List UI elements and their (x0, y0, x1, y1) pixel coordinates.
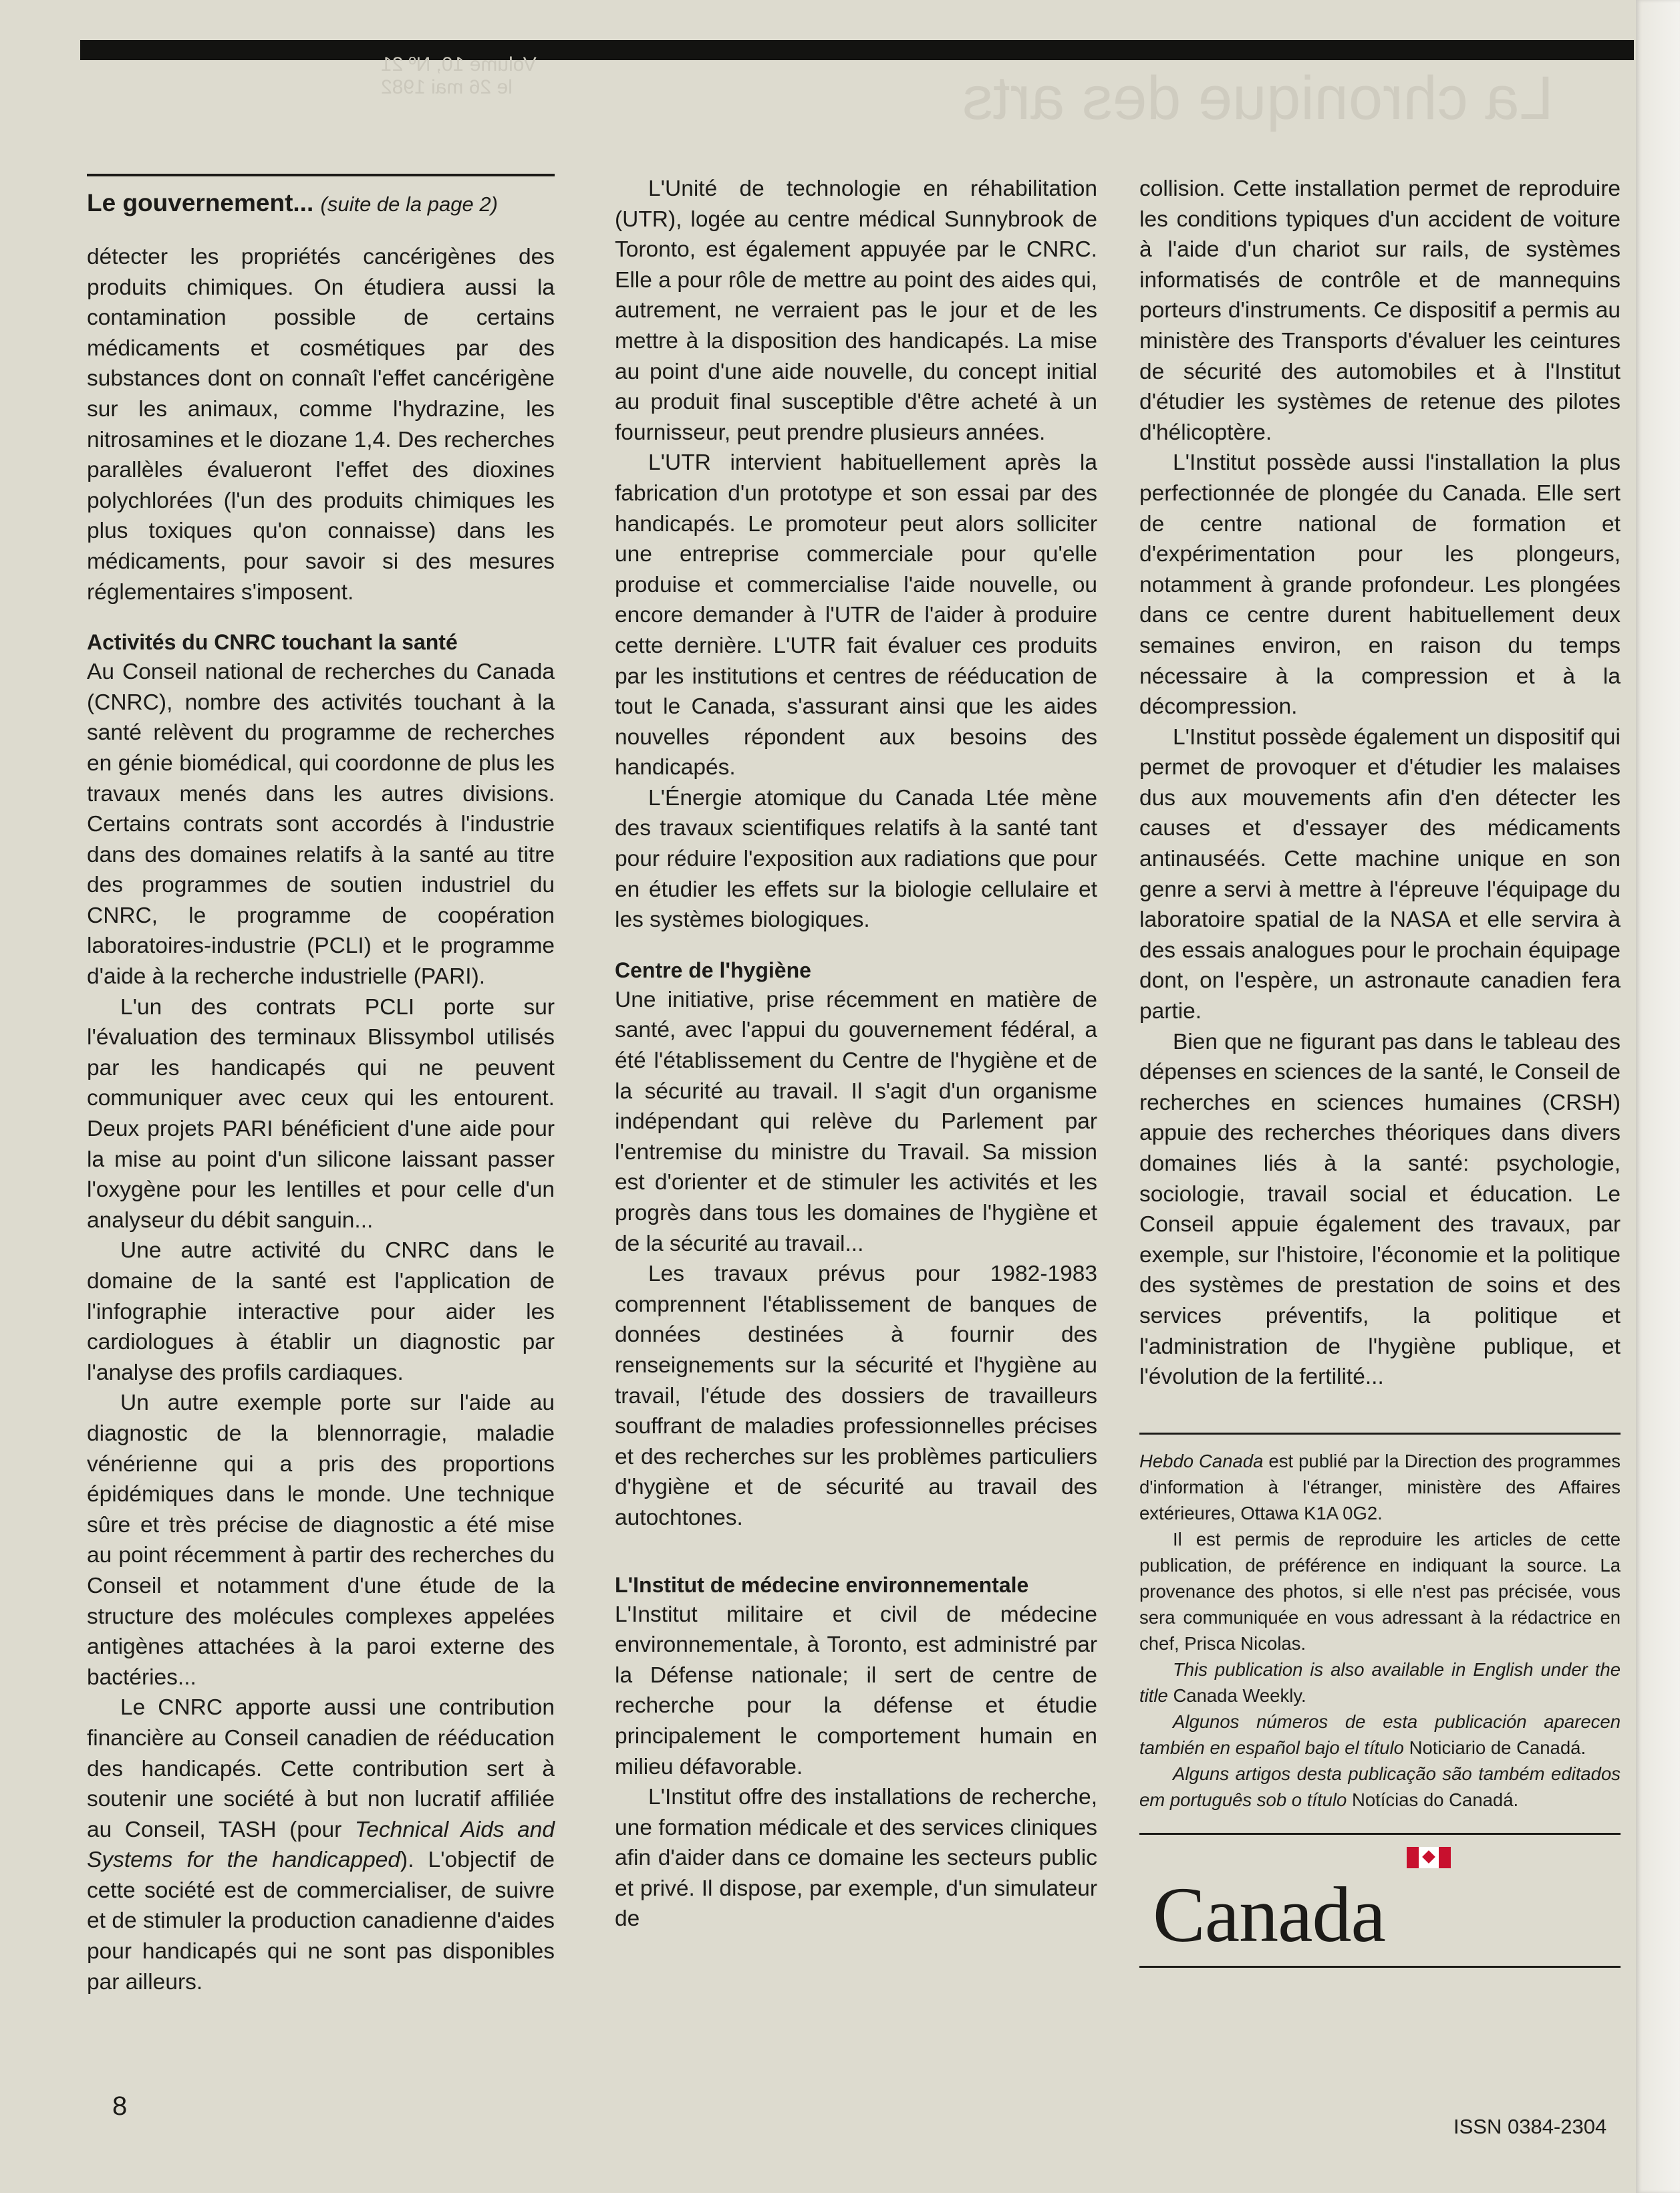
paragraph: détecter les propriétés cancérigènes des produits chimiques. On étudiera aussi la contamination possible de certains médicaments et cosmétiques par des substances dont on connaît l'effet cancérigène sur les animaux, comme l'hydrazine, les nitrosamines et le diozane 1,4. Des recherches parallèles évalueront l'effet des dioxines polychlorées (l'un des produits chimiques les plus toxiques qu'on connaisse) dans les médicaments, pour savoir si des mesures réglementaires s'imposent. (87, 245, 555, 605)
text-run: Canada Weekly. (1173, 1685, 1306, 1706)
wordmark-rule (1139, 1966, 1621, 1968)
paragraph: collision. Cette installation permet de reproduire les conditions typiques d'un accident de voiture à l'aide d'un chariot sur rails, de systèmes informatisés de contrôle et de mannequins porteurs d'instruments. Ce dispositif a permis au ministère des Transports d'évaluer les ceintures de sécurité des automobiles et à l'Institut d'étudier les systèmes de retenue des pilotes d'hélicoptère. (1139, 176, 1621, 445)
top-rule-bar (80, 40, 1634, 60)
column-1 (87, 174, 555, 1997)
notice-rule (1139, 1433, 1621, 1435)
canada-flag-icon (1407, 1847, 1451, 1868)
section-heading: Centre de l'hygiène (615, 958, 811, 982)
section-heading: L'Institut de médecine environnementale (615, 1572, 1029, 1597)
notice-paragraph: Il est permis de reproduire les articles de cette publication, de préférence en indiquant la source. La provenance des photos, si elle n'est pas précisée, vous sera communiquée en vous adressant à la rédactrice en chef, Prisca Nicolas. (1139, 1528, 1621, 1654)
text-run: Le CNRC apporte aussi une contribution financière au Conseil canadien de rééducation des handicapés. Cette contribution sert à soutenir une société à but non lucratif affiliée au Conseil, TASH (pour (87, 1695, 555, 1842)
publication-notice (1139, 1448, 1621, 1813)
bleed-through-masthead: La chronique des arts (962, 64, 1554, 132)
page-edge (1636, 0, 1680, 2193)
continued-note: (suite de la page 2) (320, 192, 498, 216)
italic-run: Algunos números de esta publicación aparecen también en español bajo el título (1139, 1711, 1621, 1758)
header-rule (87, 174, 555, 176)
paragraph: Les travaux prévus pour 1982-1983 comprennent l'établissement de banques de données destinées à fournir des renseignements sur la sécurité et l'hygiène au travail, l'étude des dossiers de travailleurs souffrant de maladies professionnelles précises et des recherches sur les problèmes particuliers d'hygiène et de sécurité au travail des autochtones. (615, 1262, 1097, 1530)
publication-name: Hebdo Canada (1139, 1450, 1264, 1471)
paragraph: Une autre activité du CNRC dans le domaine de la santé est l'application de l'infographie interactive pour aider les cardiologues à établir un diagnostic par l'analyse des profils cardiaques. (87, 1238, 555, 1385)
column-2 (615, 174, 1097, 1934)
paragraph: Un autre exemple porte sur l'aide au diagnostic de la blennorragie, maladie vénérienne qui a pris des proportions épidémiques dans le monde. Une technique sûre et très précise de diagnostic a été mise au point récemment à partir des recherches du Conseil et notamment d'une étude de la structure des molécules complexes appelées antigènes attachées à la paroi externe des bactéries... (87, 1391, 555, 1690)
paragraph: L'UTR intervient habituellement après la fabrication d'un prototype et son essai par des handicapés. Le promoteur peut alors solliciter une entreprise commerciale pour qu'elle produise et commercialise l'aide nouvelle, ou encore demander à l'UTR de l'aider à produire cette dernière. L'UTR fait évaluer ces produits par les institutions et centres de rééducation de tout le Canada, s'assurant ainsi que les aides nouvelles répondent aux besoins des handicapés. (615, 450, 1097, 780)
notice-paragraph (1139, 1656, 1621, 1709)
text-run: ). L'objectif de cette société est de commercialiser, de suivre et de stimuler la production canadienne d'aides pour handicapés qui ne sont pas disponibles par ailleurs. (87, 1848, 555, 1995)
issn: ISSN 0384-2304 (1453, 2115, 1607, 2138)
notice-paragraph (1139, 1709, 1621, 1761)
paragraph: Au Conseil national de recherches du Canada (CNRC), nombre des activités touchant à la santé relèvent du programme de recherches en génie biomédical, qui coordonne de plus les travaux menés dans les autres divisions. Certains contrats sont accordés à l'industrie dans des domaines relatifs à la santé au titre des programmes de soutien industriel du CNRC, le programme de coopération laboratoires-industrie (PCLI) et le programme d'aide à la recherche industrielle (PARI). (87, 660, 555, 990)
paragraph: L'Institut possède aussi l'installation la plus perfectionnée de plongée du Canada. Elle sert de centre national de formation et d'expérimentation pour les plongeurs, notamment à grande profondeur. Les plongées dans ce centre durent habituellement deux semaines environ, en raison du temps nécessaire à la compression et à la décompression. (1139, 450, 1621, 720)
italic-run: This publication is also available in English under the title (1139, 1658, 1621, 1706)
paragraph: L'un des contrats PCLI porte sur l'évaluation des terminaux Blissymbol utilisés par les handicapés qui ne peuvent communiquer avec ceux qui les entourent. Deux projets PARI bénéficient d'une aide pour la mise au point d'un silicone laissant passer l'oxygène pour les lentilles et pour celle d'un analyseur du débit sanguin... (87, 994, 555, 1233)
notice-paragraph (1139, 1448, 1621, 1526)
paragraph: L'Énergie atomique du Canada Ltée mène des travaux scientifiques relatifs à la santé tant pour réduire l'exposition aux radiations que pour en étudier les effets sur la biologie cellulaire et les systèmes biologiques. (615, 785, 1097, 933)
paragraph: L'Institut militaire et civil de médecine environnementale, à Toronto, est administré par la Défense nationale; il sert de centre de recherche pour la défense et étudie principalement le comportement humain en milieu défavorable. (615, 1602, 1097, 1779)
bleed-volume: Volume 10, Nº 21 (381, 53, 537, 76)
paragraph: L'Institut possède également un dispositif qui permet de provoquer et d'étudier les malaises dus aux mouvements afin d'en détecter les causes et d'essayer des médicaments antinauséés. Cette machine unique en son genre a servi à mettre à l'épreuve l'équipage du laboratoire spatial de la NASA et elle servira à des essais analogues pour le prochain équipage dont, on l'espère, un astronaute canadien fera partie. (1139, 724, 1621, 1024)
paragraph: Une initiative, prise récemment en matière de santé, avec l'appui du gouvernement fédéral, a été l'établissement du Centre de l'hygiène et de la sécurité au travail. Il s'agit d'un organisme indépendant qui relève du Parlement par l'entremise du ministre du Travail. Sa mission est d'orienter et de stimuler les activités et les progrès dans tous les domaines de l'hygiène et de la sécurité au travail... (615, 987, 1097, 1256)
text-run: Notícias do Canadá. (1351, 1789, 1519, 1810)
continued-heading (87, 184, 555, 223)
notice-paragraph (1139, 1761, 1621, 1813)
italic-run: Technical Aids and Systems for the handicapped (87, 1817, 555, 1873)
paragraph: Bien que ne figurant pas dans le tableau des dépenses en sciences de la santé, le Conseil de recherches en sciences humaines (CRSH) appuie des recherches théoriques dans divers domaines liés à la santé: psychologie, sociologie, travail social et éducation. Le Conseil appuie également des travaux, par exemple, sur l'histoire, l'économie et la politique des systèmes de prestation de soins et des services préventifs, la politique et l'administration de l'hygiène publique, et l'évolution de la fertilité... (1139, 1029, 1621, 1390)
bleed-through-issue-info (381, 53, 537, 99)
canada-wordmark-block (1139, 1833, 1621, 1968)
canada-wordmark: Canada (1153, 1870, 1385, 1958)
section-heading: Activités du CNRC touchant la santé (87, 630, 458, 655)
text-run: est publié par la Direction des programmes d'information à l'étranger, ministère des Affaires extérieures, Ottawa K1A 0G2. (1139, 1450, 1621, 1523)
paragraph: L'Unité de technologie en réhabilitation (UTR), logée au centre médical Sunnybrook de Toronto, est également appuyée par le CNRC. Elle a pour rôle de mettre au point des aides qui, autrement, ne verraient pas le jour et de les mettre à la disposition des handicapés. La mise au point d'une aide nouvelle, du concept initial au produit final susceptible d'être acheté à un fournisseur, peut prendre plusieurs années. (615, 176, 1097, 445)
bleed-date: le 26 mai 1982 (381, 76, 513, 98)
paragraph (87, 1693, 555, 1997)
paragraph: L'Institut offre des installations de recherche, une formation médicale et des services cliniques afin d'aider dans ce domaine les secteurs public et privé. Il dispose, par exemple, d'un simulateur de (615, 1785, 1097, 1932)
heading-title: Le gouvernement... (87, 189, 314, 216)
italic-run: Alguns artigos desta publicação são também editados em português sob o título (1139, 1763, 1621, 1810)
page-number: 8 (112, 2091, 128, 2121)
column-3 (1139, 174, 1621, 1968)
text-run: Noticiario de Canadá. (1409, 1737, 1586, 1758)
